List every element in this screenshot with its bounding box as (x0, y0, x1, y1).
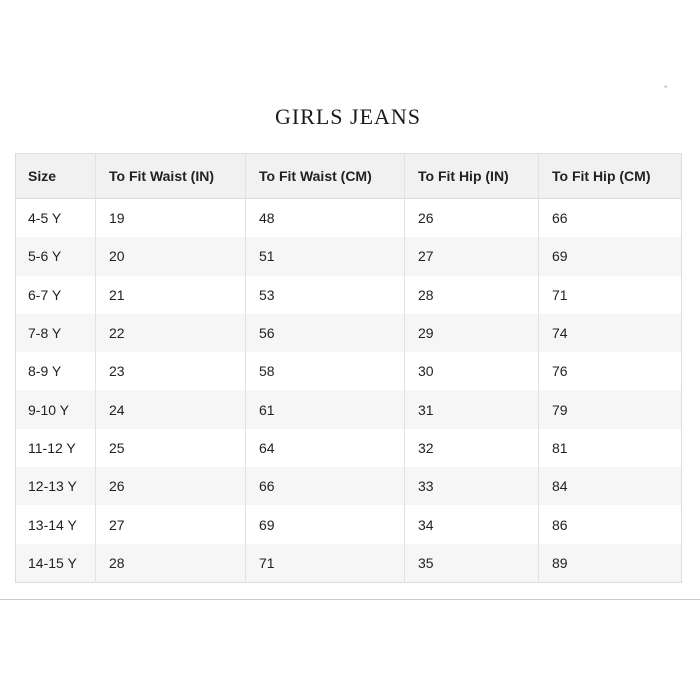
header-waist-in: To Fit Waist (IN) (96, 154, 246, 199)
size-cell: 5-6 Y (16, 237, 96, 275)
waist-cm-cell: 56 (246, 314, 405, 352)
hip-cm-cell: 81 (539, 429, 682, 467)
table-row (16, 467, 682, 505)
waist-in-cell: 21 (96, 276, 246, 314)
hip-in-cell: 33 (405, 467, 539, 505)
header-waist-cm: To Fit Waist (CM) (246, 154, 405, 199)
waist-in-cell: 22 (96, 314, 246, 352)
waist-cm-cell: 61 (246, 390, 405, 428)
header-hip-cm: To Fit Hip (CM) (539, 154, 682, 199)
table-row (16, 505, 682, 543)
waist-in-cell: 26 (96, 467, 246, 505)
hip-in-cell: 30 (405, 352, 539, 390)
table-row (16, 237, 682, 275)
waist-cm-cell: 58 (246, 352, 405, 390)
sheet-bottom-border (0, 599, 700, 600)
chart-title: GIRLS JEANS (274, 104, 422, 129)
hip-in-cell: 27 (405, 237, 539, 275)
table-row (16, 352, 682, 390)
hip-cm-cell: 66 (539, 199, 682, 238)
corner-caret-icon: ˆ (663, 84, 669, 97)
hip-in-cell: 32 (405, 429, 539, 467)
size-cell: 4-5 Y (16, 199, 96, 238)
hip-cm-cell: 76 (539, 352, 682, 390)
size-cell: 7-8 Y (16, 314, 96, 352)
hip-cm-cell: 84 (539, 467, 682, 505)
header-hip-in: To Fit Hip (IN) (405, 154, 539, 199)
waist-cm-cell: 69 (246, 505, 405, 543)
hip-in-cell: 29 (405, 314, 539, 352)
hip-in-cell: 34 (405, 505, 539, 543)
table-row (16, 314, 682, 352)
size-cell: 6-7 Y (16, 276, 96, 314)
waist-cm-cell: 71 (246, 544, 405, 583)
waist-in-cell: 19 (96, 199, 246, 238)
waist-cm-cell: 53 (246, 276, 405, 314)
hip-cm-cell: 79 (539, 390, 682, 428)
table-row (16, 276, 682, 314)
table-row (16, 390, 682, 428)
waist-cm-cell: 66 (246, 467, 405, 505)
waist-in-cell: 24 (96, 390, 246, 428)
hip-in-cell: 35 (405, 544, 539, 583)
hip-cm-cell: 74 (539, 314, 682, 352)
hip-cm-cell: 89 (539, 544, 682, 583)
size-cell: 9-10 Y (16, 390, 96, 428)
header-size: Size (16, 154, 96, 199)
waist-in-cell: 25 (96, 429, 246, 467)
waist-in-cell: 23 (96, 352, 246, 390)
table-row (16, 429, 682, 467)
table-row (16, 544, 682, 583)
waist-in-cell: 20 (96, 237, 246, 275)
table-header-row (16, 154, 682, 199)
hip-in-cell: 28 (405, 276, 539, 314)
size-cell: 11-12 Y (16, 429, 96, 467)
size-cell: 12-13 Y (16, 467, 96, 505)
size-cell: 13-14 Y (16, 505, 96, 543)
waist-in-cell: 28 (96, 544, 246, 583)
waist-in-cell: 27 (96, 505, 246, 543)
hip-cm-cell: 71 (539, 276, 682, 314)
size-chart-table (15, 153, 682, 583)
hip-cm-cell: 69 (539, 237, 682, 275)
size-cell: 14-15 Y (16, 544, 96, 583)
hip-cm-cell: 86 (539, 505, 682, 543)
waist-cm-cell: 64 (246, 429, 405, 467)
waist-cm-cell: 51 (246, 237, 405, 275)
size-cell: 8-9 Y (16, 352, 96, 390)
hip-in-cell: 31 (405, 390, 539, 428)
waist-cm-cell: 48 (246, 199, 405, 238)
table-row (16, 199, 682, 238)
hip-in-cell: 26 (405, 199, 539, 238)
